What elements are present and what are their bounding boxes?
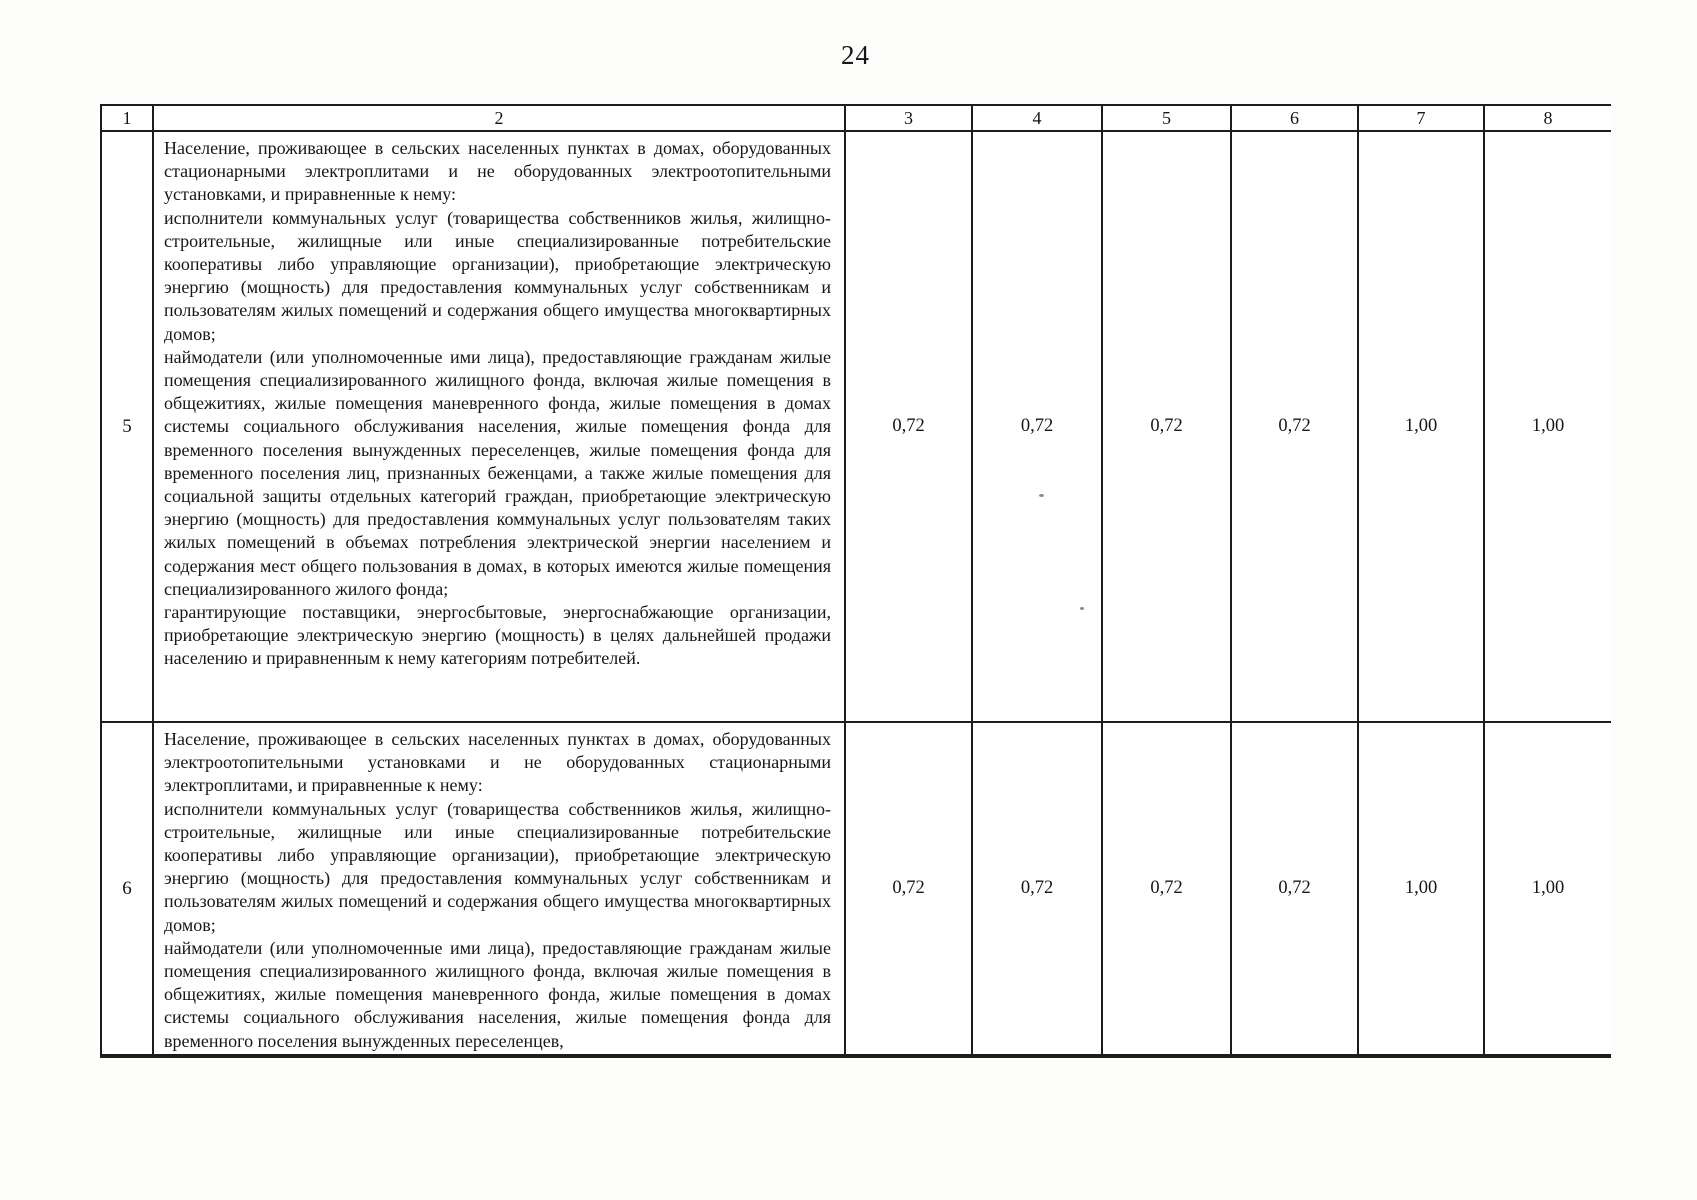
tariff-table: [100, 104, 1611, 1056]
coefficient-value: 0,72: [845, 131, 972, 722]
col-header-2: 2: [153, 105, 845, 131]
page-number: 24: [841, 40, 870, 70]
description-text-block: [164, 137, 831, 719]
coefficient-value: 1,00: [1358, 722, 1484, 1055]
coefficient-value: 0,72: [1102, 722, 1231, 1055]
coefficient-value: 0,72: [1231, 131, 1358, 722]
paragraph: гарантирующие поставщики, энергосбытовые, энергоснабжающие организации, приобретающие электрическую энергию (мощность) в целях дальнейшей продажи населению и приравненным к нему категориям потребителей.: [164, 602, 831, 669]
coefficient-value: 0,72: [1102, 131, 1231, 722]
paragraph: наймодатели (или уполномоченные ими лица), предоставляющие гражданам жилые помещения специализированного жилищного фонда, включая жилые помещения в общежитиях, жилые помещения маневренного фонда, жилые помещения в домах системы социального обслуживания населения, жилые помещения фонда для временного поселения вынужденных переселенцев,: [164, 937, 831, 1051]
consumer-category-description: [153, 131, 845, 722]
tariff-table-container: [100, 104, 1611, 1058]
paragraph: Население, проживающее в сельских населенных пунктах в домах, оборудованных стационарными электроплитами и не оборудованных электроотопительными установками, и приравненные к нему:: [164, 138, 831, 205]
coefficient-value: 0,72: [972, 131, 1102, 722]
coefficient-value: 1,00: [1358, 131, 1484, 722]
paragraph: исполнители коммунальных услуг (товарищества собственников жилья, жилищно-строительные, жилищные или иные специализированные потребительские кооперативы либо управляющие организации), приобретающие электрическую энергию (мощность) для предоставления коммунальных услуг собственникам и пользователям жилых помещений и содержания общего имущества многоквартирных домов;: [164, 798, 831, 935]
scan-noise-speck: [1080, 607, 1084, 610]
paragraph: наймодатели (или уполномоченные ими лица), предоставляющие гражданам жилые помещения специализированного жилищного фонда, включая жилые помещения в общежитиях, жилые помещения маневренного фонда, жилые помещения в домах системы социального обслуживания населения, жилые помещения фонда для временного поселения вынужденных переселенцев, жилые помещения фонда для временного поселения лиц, признанных беженцами, а также жилые помещения для социальной защиты отдельных категорий граждан, приобретающие электрическую энергию (мощность) для предоставления коммунальных услуг пользователям таких жилых помещений в объемах потребления электрической энергии населением и содержания мест общего пользования в домах, в которых имеются жилые помещения специализированного жилого фонда;: [164, 346, 831, 599]
consumer-category-description: [153, 722, 845, 1055]
coefficient-value: 0,72: [1231, 722, 1358, 1055]
row-number: 5: [101, 131, 153, 722]
paragraph: Население, проживающее в сельских населенных пунктах в домах, оборудованных электроотопительными установками и не оборудованных стационарными электроплитами, и приравненные к нему:: [164, 729, 831, 796]
scan-noise-speck: [1039, 494, 1044, 497]
description-text-block: [164, 728, 831, 1054]
coefficient-value: 1,00: [1484, 722, 1611, 1055]
col-header-5: 5: [1102, 105, 1231, 131]
coefficient-value: 0,72: [845, 722, 972, 1055]
col-header-1: 1: [101, 105, 153, 131]
row-number: 6: [101, 722, 153, 1055]
coefficient-value: 0,72: [972, 722, 1102, 1055]
col-header-6: 6: [1231, 105, 1358, 131]
col-header-4: 4: [972, 105, 1102, 131]
table-row-6: [101, 722, 1611, 1055]
table-header-row: [101, 105, 1611, 131]
col-header-7: 7: [1358, 105, 1484, 131]
col-header-3: 3: [845, 105, 972, 131]
table-row-5: [101, 131, 1611, 722]
paragraph: исполнители коммунальных услуг (товарищества собственников жилья, жилищно-строительные, жилищные или иные специализированные потребительские кооперативы либо управляющие организации), приобретающие электрическую энергию (мощность) для предоставления коммунальных услуг собственникам и пользователям жилых помещений и содержания общего имущества многоквартирных домов;: [164, 207, 831, 344]
col-header-8: 8: [1484, 105, 1611, 131]
coefficient-value: 1,00: [1484, 131, 1611, 722]
